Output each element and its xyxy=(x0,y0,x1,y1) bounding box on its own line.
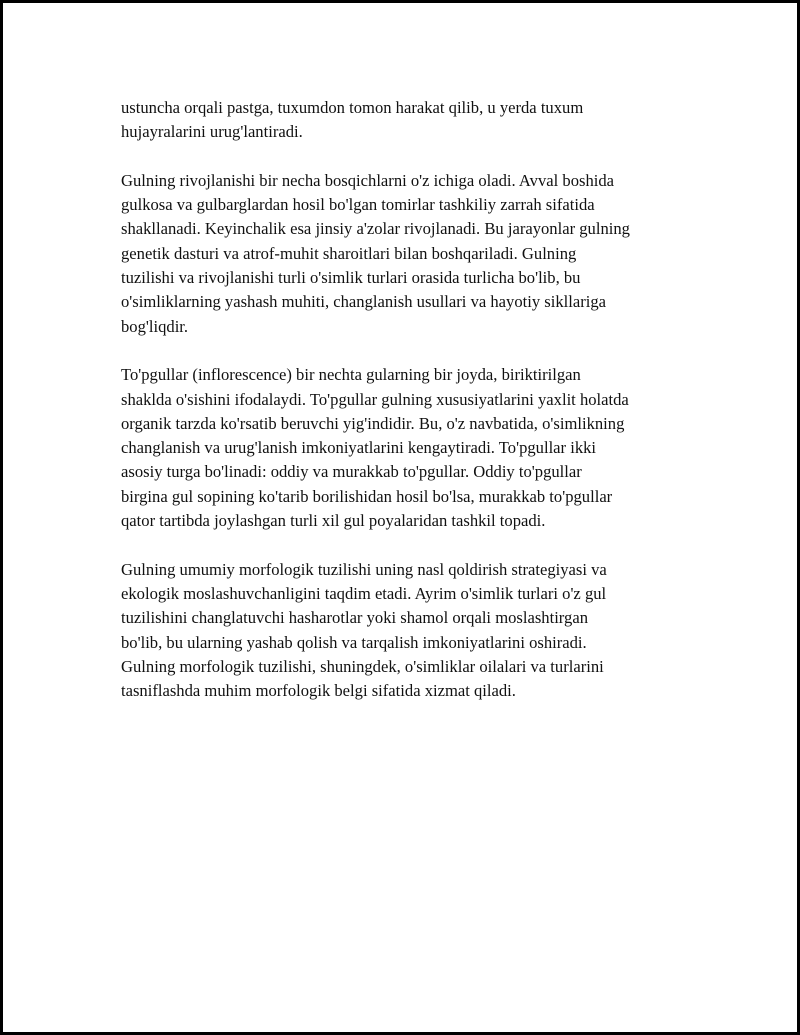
document-body xyxy=(121,96,691,728)
paragraph-4: Gulning umumiy morfologik tuzilishi uning nasl qoldirish strategiyasi va ekologik moslashuvchanligini taqdim etadi. Ayrim o'simlik turlari o'z gul tuzilishini changlatuvchi hasharotlar yoki shamol orqali moslashtirgan bo'lib, bu ularning yashab qolish va tarqalish imkoniyatlarini oshiradi. Gulning morfologik tuzilishi, shuningdek, o'simliklar oilalari va turlarini tasniflashda muhim morfologik belgi sifatida xizmat qiladi. xyxy=(121,559,607,701)
paragraph-1: ustuncha orqali pastga, tuxumdon tomon harakat qilib, u yerda tuxum hujayralarini urug'lantiradi. xyxy=(121,98,584,142)
paragraph-2: Gulning rivojlanishi bir necha bosqichlarni o'z ichiga oladi. Avval boshida gulkosa va gulbarglardan hosil bo'lgan tomirlar tashkiliy zarrah sifatida shakllanadi. Keyinchalik esa jinsiy a'zolar rivojlanadi. Bu jarayonlar gulning genetik dasturi va atrof-muhit sharoitlari bilan boshqariladi. Gulning tuzilishi va rivojlanishi turli o'simlik turlari orasida turlicha bo'lib, bu o'simliklarning yashash muhiti, changlanish usullari va hayotiy sikllariga bog'liqdir. xyxy=(121,170,630,336)
paragraph-3: To'pgullar (inflorescence) bir nechta gularning bir joyda, biriktirilgan shaklda o'sishini ifodalaydi. To'pgullar gulning xususiyatlarini yaxlit holatda organik tarzda ko'rsatib beruvchi yig'indidir. Bu, o'z navbatida, o'simlikning changlanish va urug'lanish imkoniyatlarini kengaytiradi. To'pgullar ikki asosiy turga bo'linadi: oddiy va murakkab to'pgullar. Oddiy to'pgullar birgina gul sopining ko'tarib borilishidan hosil bo'lsa, murakkab to'pgullar qator tartibda joylashgan turli xil gul poyalaridan tashkil topadi. xyxy=(121,365,629,531)
